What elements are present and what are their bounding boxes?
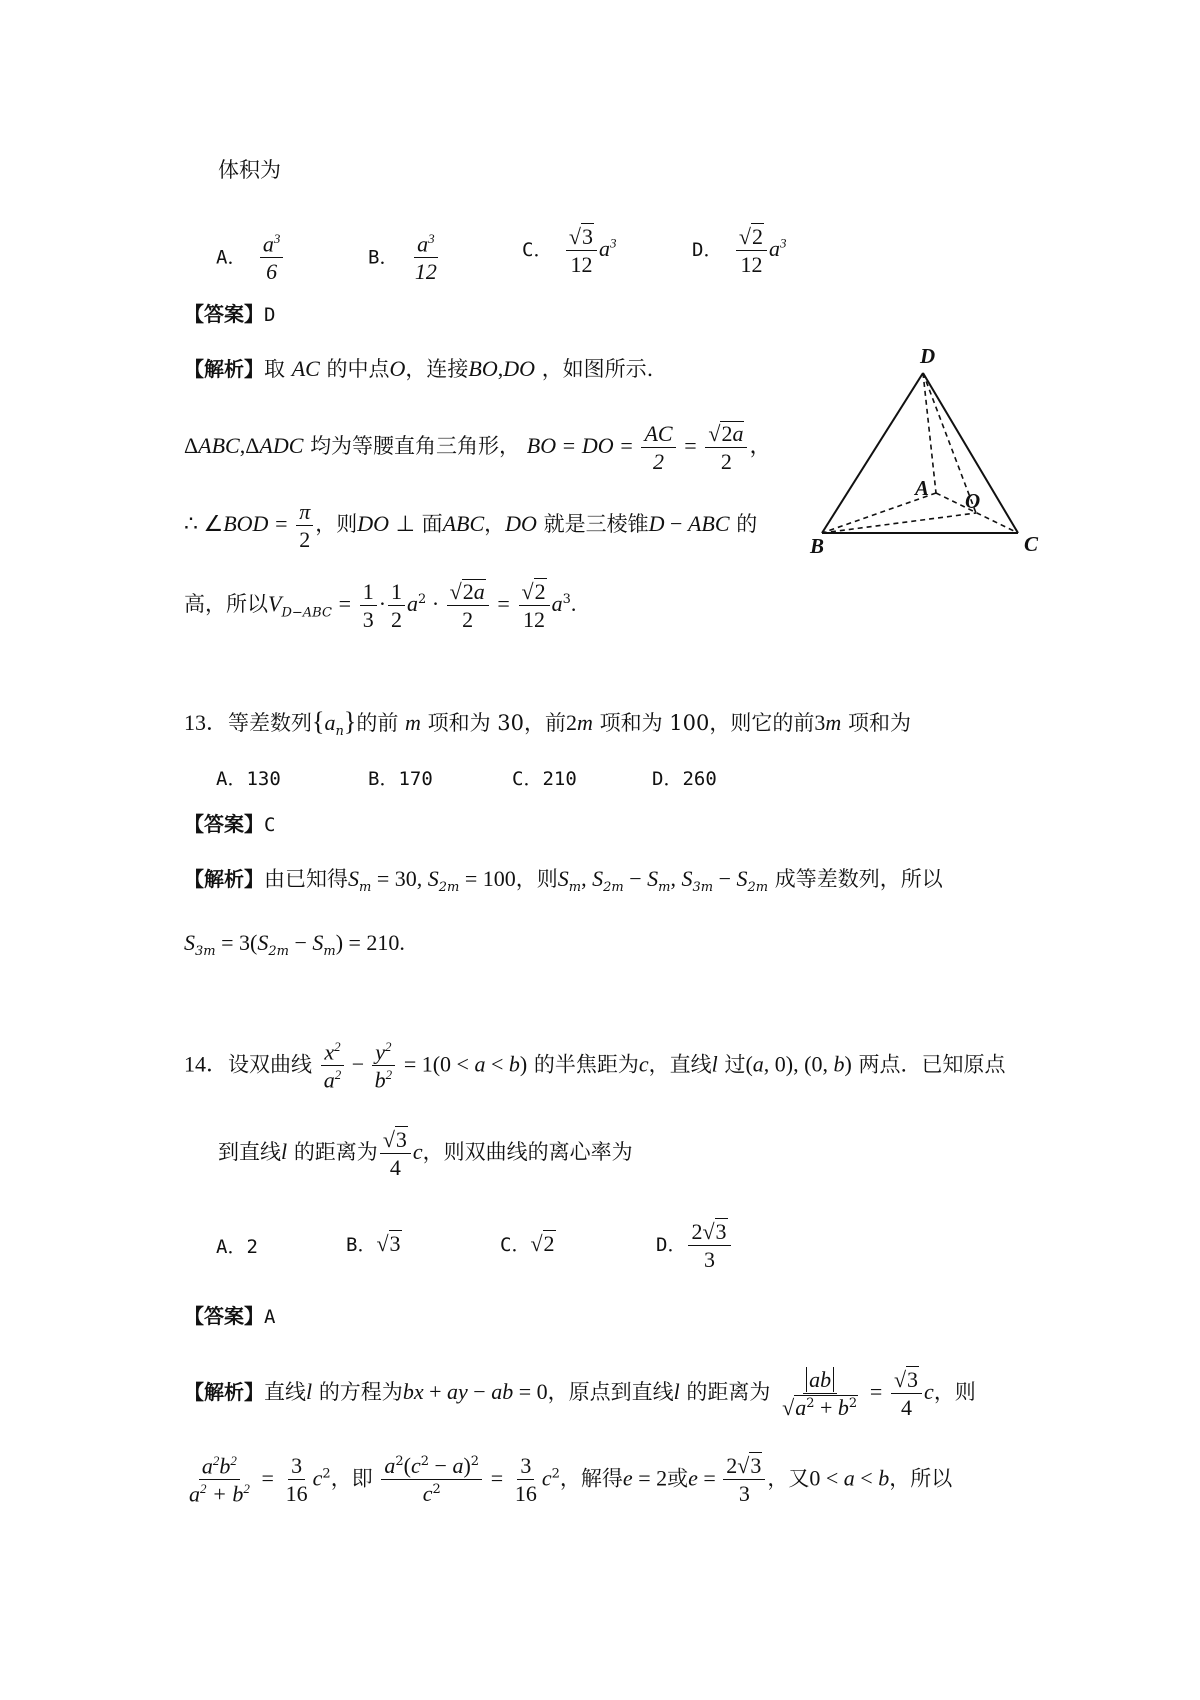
q14-answer: 【答案】A <box>184 1304 276 1328</box>
q13-option-c: C．210 <box>512 768 577 790</box>
q13-analysis-line-1: 【解析】由已知得$S_m = 30$, $S_{2m} = 100$，则$S_m$, $S_{2m} - S_m$, $S_{3m} - S_{2m}$ 成等差数列，所以 <box>184 866 943 896</box>
q14-analysis-line-2: $\frac{a^2b^2}{a^2 + b^2}$ = $\frac{3}{16}$ $c^2$，即 $\frac{a^2(c^2 - a)^2}{c^2}$ = $\frac{3}{16}$ $c^2$，解得e = 2或e = $\frac{2√3}{3}$ ，又0 < a < b，所以 <box>189 1453 953 1507</box>
q13-answer: 【答案】C <box>184 812 276 836</box>
q13-analysis-line-2: $S_{3m} = 3(S_{2m} - S_m) = 210$. <box>184 930 405 960</box>
q12-option-a: A． $\frac{a^3}{6}$ <box>216 232 285 284</box>
q14-stem-line-2: 到直线l 的距离为 $\frac{√3}{4}$ c，则双曲线的离心率为 <box>218 1127 633 1181</box>
q12-option-c: C． $\frac{√3}{12}$ $a^3$ <box>522 224 617 278</box>
q14-option-a: A．2 <box>216 1236 258 1258</box>
vertex-label-o: O <box>965 489 981 513</box>
q12-option-b: B． $\frac{a^3}{12}$ <box>368 231 437 285</box>
vertex-label-b: B <box>810 534 825 555</box>
q12-option-d: D． $\frac{√2}{12}$ $a^3$ <box>692 224 787 278</box>
q14-analysis-line-1: 【解析】直线l 的方程为bx + ay − ab = 0，原点到直线l 的距离为 $\frac{ab}{√a^2 + b^2}$ = $\frac{√3}{4}$ c，则 <box>184 1367 976 1421</box>
q13-stem: 13．等差数列$\{a_n\}$的前 m 项和为 30，前2m 项和为 100，则它的前3m 项和为 <box>184 707 911 740</box>
vertex-label-c: C <box>1024 532 1039 555</box>
q12-analysis-line-4: 高，所以$V_{D-ABC}$ = $\frac{1}{3}$ · $\frac{1}{2}$ $a^2$ · $\frac{√2a}{2}$ = $\frac{√2}{12}$ $a^3$. <box>184 579 577 633</box>
edge-DB <box>822 373 923 533</box>
q12-analysis-line-1: 【解析】取 AC 的中点O，连接BO,DO ，如图所示. <box>184 356 654 381</box>
q14-option-b: B．√3 <box>346 1231 401 1256</box>
q14-option-d: D． $\frac{2√3}{3}$ <box>656 1220 733 1271</box>
q13-option-a: A．130 <box>216 768 281 790</box>
q12-analysis-line-3: ∴ ∠BOD = $\frac{\pi}{2}$ ，则DO ⊥ 面ABC，DO 就是三棱锥D − ABC 的 <box>184 499 758 553</box>
edge-BO <box>822 513 976 533</box>
q14-option-c: C．√2 <box>500 1231 555 1256</box>
tetrahedron-figure <box>800 345 1060 555</box>
q13-option-d: D．260 <box>652 768 717 790</box>
q13-option-b: B．170 <box>368 768 433 790</box>
vertex-label-d: D <box>920 345 936 368</box>
q12-answer: 【答案】D <box>184 302 276 326</box>
q12-stem-tail: 体积为 <box>218 158 281 182</box>
q14-stem-line-1: 14．设双曲线 $\frac{x^2}{a^2}$ − $\frac{y^2}{b^2}$ = 1(0 < a < b) 的半焦距为c，直线l 过(a, 0), (0, b) 两点．已知原点 <box>184 1039 1006 1093</box>
vertex-label-a: A <box>915 476 930 500</box>
q12-analysis-line-2: ΔABC,ΔADC 均为等腰直角三角形， BO = DO = $\frac{AC}{2}$ = $\frac{√2a}{2}$ ， <box>184 421 772 475</box>
